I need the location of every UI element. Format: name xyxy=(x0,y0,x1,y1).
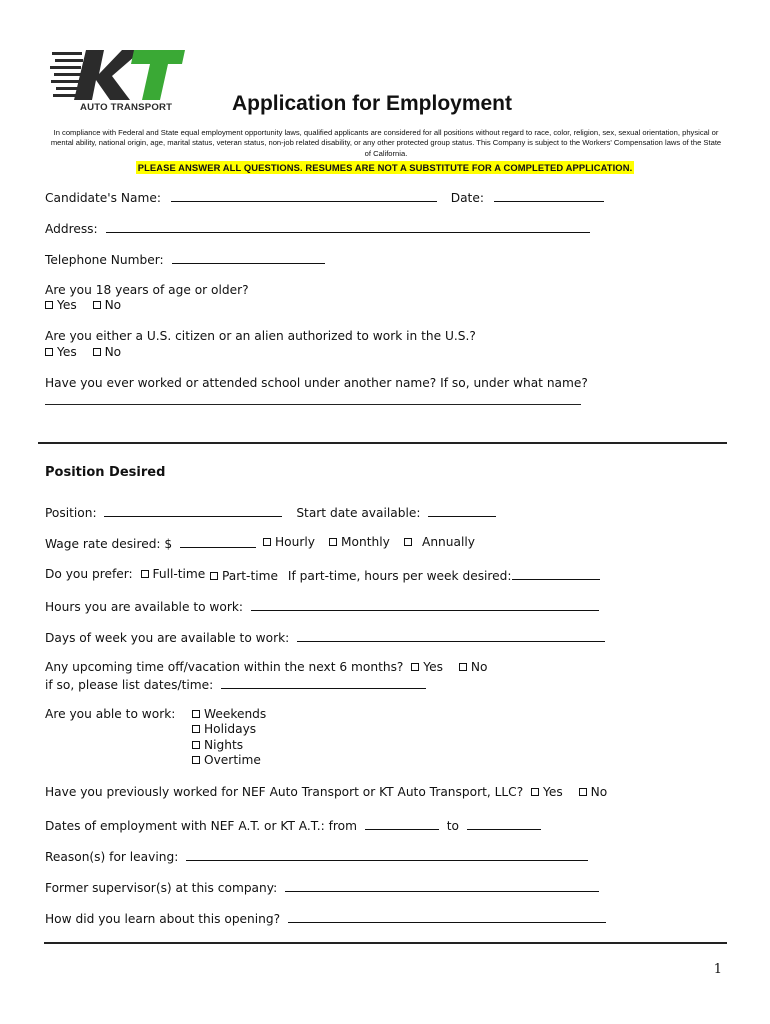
days-available-row xyxy=(45,629,605,649)
monthly-label: Monthly xyxy=(341,535,390,549)
nights-checkbox[interactable] xyxy=(192,741,200,749)
former-supervisor-field[interactable] xyxy=(285,879,599,892)
previous-employment-row xyxy=(45,785,607,805)
holidays-label: Holidays xyxy=(204,722,257,736)
wage-label: Wage rate desired: $ xyxy=(45,537,173,551)
part-time-hours-field[interactable] xyxy=(512,567,600,580)
date-label: Date: xyxy=(450,191,484,205)
citizen-question: Are you either a U.S. citizen or an alien authorized to work in the U.S.? xyxy=(45,329,476,343)
start-date-label: Start date available: xyxy=(296,506,421,520)
citizen-yes-label: Yes xyxy=(57,345,77,359)
full-time-label: Full-time xyxy=(152,567,206,581)
age-yes-checkbox[interactable] xyxy=(45,301,53,309)
previous-employment-question: Have you previously worked for NEF Auto Transport or KT Auto Transport, LLC? xyxy=(45,785,524,799)
citizen-no-checkbox[interactable] xyxy=(93,348,101,356)
hours-available-field[interactable] xyxy=(251,598,599,611)
position-row xyxy=(45,504,496,524)
learn-opening-field[interactable] xyxy=(288,910,606,923)
employment-from-field[interactable] xyxy=(365,817,439,830)
wage-row xyxy=(45,535,256,555)
time-off-yes-checkbox[interactable] xyxy=(411,663,419,671)
part-time-checkbox[interactable] xyxy=(210,572,218,580)
employment-dates-row xyxy=(45,817,541,837)
part-time-label: Part-time xyxy=(222,569,278,583)
overtime-checkbox[interactable] xyxy=(192,756,200,764)
position-label: Position: xyxy=(45,506,97,520)
telephone-label: Telephone Number: xyxy=(45,253,164,267)
age-yes-label: Yes xyxy=(57,298,77,312)
hourly-checkbox[interactable] xyxy=(263,538,271,546)
learn-opening-row xyxy=(45,910,606,930)
hourly-option xyxy=(263,535,315,555)
telephone-field[interactable] xyxy=(172,251,325,264)
candidate-name-field[interactable] xyxy=(171,189,437,202)
wage-field[interactable] xyxy=(180,535,256,548)
previous-yes-label: Yes xyxy=(543,785,563,799)
employment-to-label: to xyxy=(446,819,459,833)
citizen-yes-checkbox[interactable] xyxy=(45,348,53,356)
employment-dates-label: Dates of employment with NEF A.T. or KT A.T.: from xyxy=(45,819,357,833)
reason-leaving-field[interactable] xyxy=(186,848,588,861)
days-available-label: Days of week you are available to work: xyxy=(45,631,290,645)
instruction-banner: PLEASE ANSWER ALL QUESTIONS. RESUMES ARE NOT A SUBSTITUTE FOR A COMPLETED APPLICATION. xyxy=(137,162,633,173)
learn-opening-label: How did you learn about this opening? xyxy=(45,912,281,926)
time-off-question: Any upcoming time off/vacation within the next 6 months? xyxy=(45,660,404,674)
date-field[interactable] xyxy=(494,189,604,202)
former-supervisor-row xyxy=(45,879,599,899)
position-field[interactable] xyxy=(104,504,282,517)
section-divider xyxy=(38,442,727,444)
other-name-question: Have you ever worked or attended school under another name? If so, under what name? xyxy=(45,376,588,390)
telephone-row xyxy=(45,251,325,271)
weekends-label: Weekends xyxy=(204,707,267,721)
employment-to-field[interactable] xyxy=(467,817,541,830)
holidays-checkbox[interactable] xyxy=(192,725,200,733)
monthly-checkbox[interactable] xyxy=(329,538,337,546)
days-available-field[interactable] xyxy=(297,629,605,642)
overtime-label: Overtime xyxy=(204,753,261,767)
prefer-row xyxy=(45,567,205,587)
previous-yes-checkbox[interactable] xyxy=(531,788,539,796)
weekends-checkbox[interactable] xyxy=(192,710,200,718)
monthly-option xyxy=(329,535,390,555)
age-no-checkbox[interactable] xyxy=(93,301,101,309)
address-label: Address: xyxy=(45,222,98,236)
eeo-compliance-statement: In compliance with Federal and State equal employment opportunity laws, qualified applicants are considered for all positions without regard to race, color, religion, sex, sexual orientation, physical or mental ability, national origin, age, marital status, veteran status, non-job related disability, or any other protected group status. This Company is subject to the Workers' Compensation laws of the State of California. xyxy=(50,128,722,158)
candidate-name-row xyxy=(45,189,604,209)
page-number: 1 xyxy=(713,962,722,977)
start-date-field[interactable] xyxy=(428,504,496,517)
time-off-no-label: No xyxy=(470,660,488,674)
footer-divider xyxy=(44,942,727,944)
citizen-no-label: No xyxy=(104,345,122,359)
address-row xyxy=(45,220,590,240)
candidate-name-label: Candidate's Name: xyxy=(45,191,161,205)
hours-available-row xyxy=(45,598,599,618)
reason-leaving-label: Reason(s) for leaving: xyxy=(45,850,179,864)
previous-no-checkbox[interactable] xyxy=(579,788,587,796)
age-no-label: No xyxy=(104,298,122,312)
time-off-dates-row xyxy=(45,676,426,696)
prefer-label: Do you prefer: xyxy=(45,567,133,581)
citizen-options xyxy=(45,345,121,365)
annually-option xyxy=(404,535,475,555)
age-options xyxy=(45,298,121,318)
time-off-yes-label: Yes xyxy=(423,660,443,674)
age-question: Are you 18 years of age or older? xyxy=(45,283,249,297)
hourly-label: Hourly xyxy=(275,535,315,549)
logo-subtext: AUTO TRANSPORT xyxy=(80,102,173,113)
part-time-option xyxy=(210,567,600,587)
able-to-work-label: Are you able to work: xyxy=(45,707,176,721)
time-off-dates-label: if so, please list dates/time: xyxy=(45,678,214,692)
reason-leaving-row xyxy=(45,848,588,868)
overtime-option xyxy=(192,753,261,773)
former-supervisor-label: Former supervisor(s) at this company: xyxy=(45,881,278,895)
part-time-hours-label: If part-time, hours per week desired: xyxy=(287,569,512,583)
time-off-dates-field[interactable] xyxy=(221,676,426,689)
address-field[interactable] xyxy=(106,220,590,233)
hours-available-label: Hours you are available to work: xyxy=(45,600,244,614)
page-title: Application for Employment xyxy=(231,92,512,115)
previous-no-label: No xyxy=(590,785,608,799)
other-name-field[interactable] xyxy=(45,404,581,405)
position-desired-heading: Position Desired xyxy=(45,465,166,480)
time-off-no-checkbox[interactable] xyxy=(459,663,467,671)
full-time-checkbox[interactable] xyxy=(141,570,149,578)
instruction-banner-row xyxy=(0,160,770,174)
annually-checkbox[interactable] xyxy=(404,538,412,546)
annually-label: Annually xyxy=(422,535,475,549)
nights-label: Nights xyxy=(204,738,244,752)
